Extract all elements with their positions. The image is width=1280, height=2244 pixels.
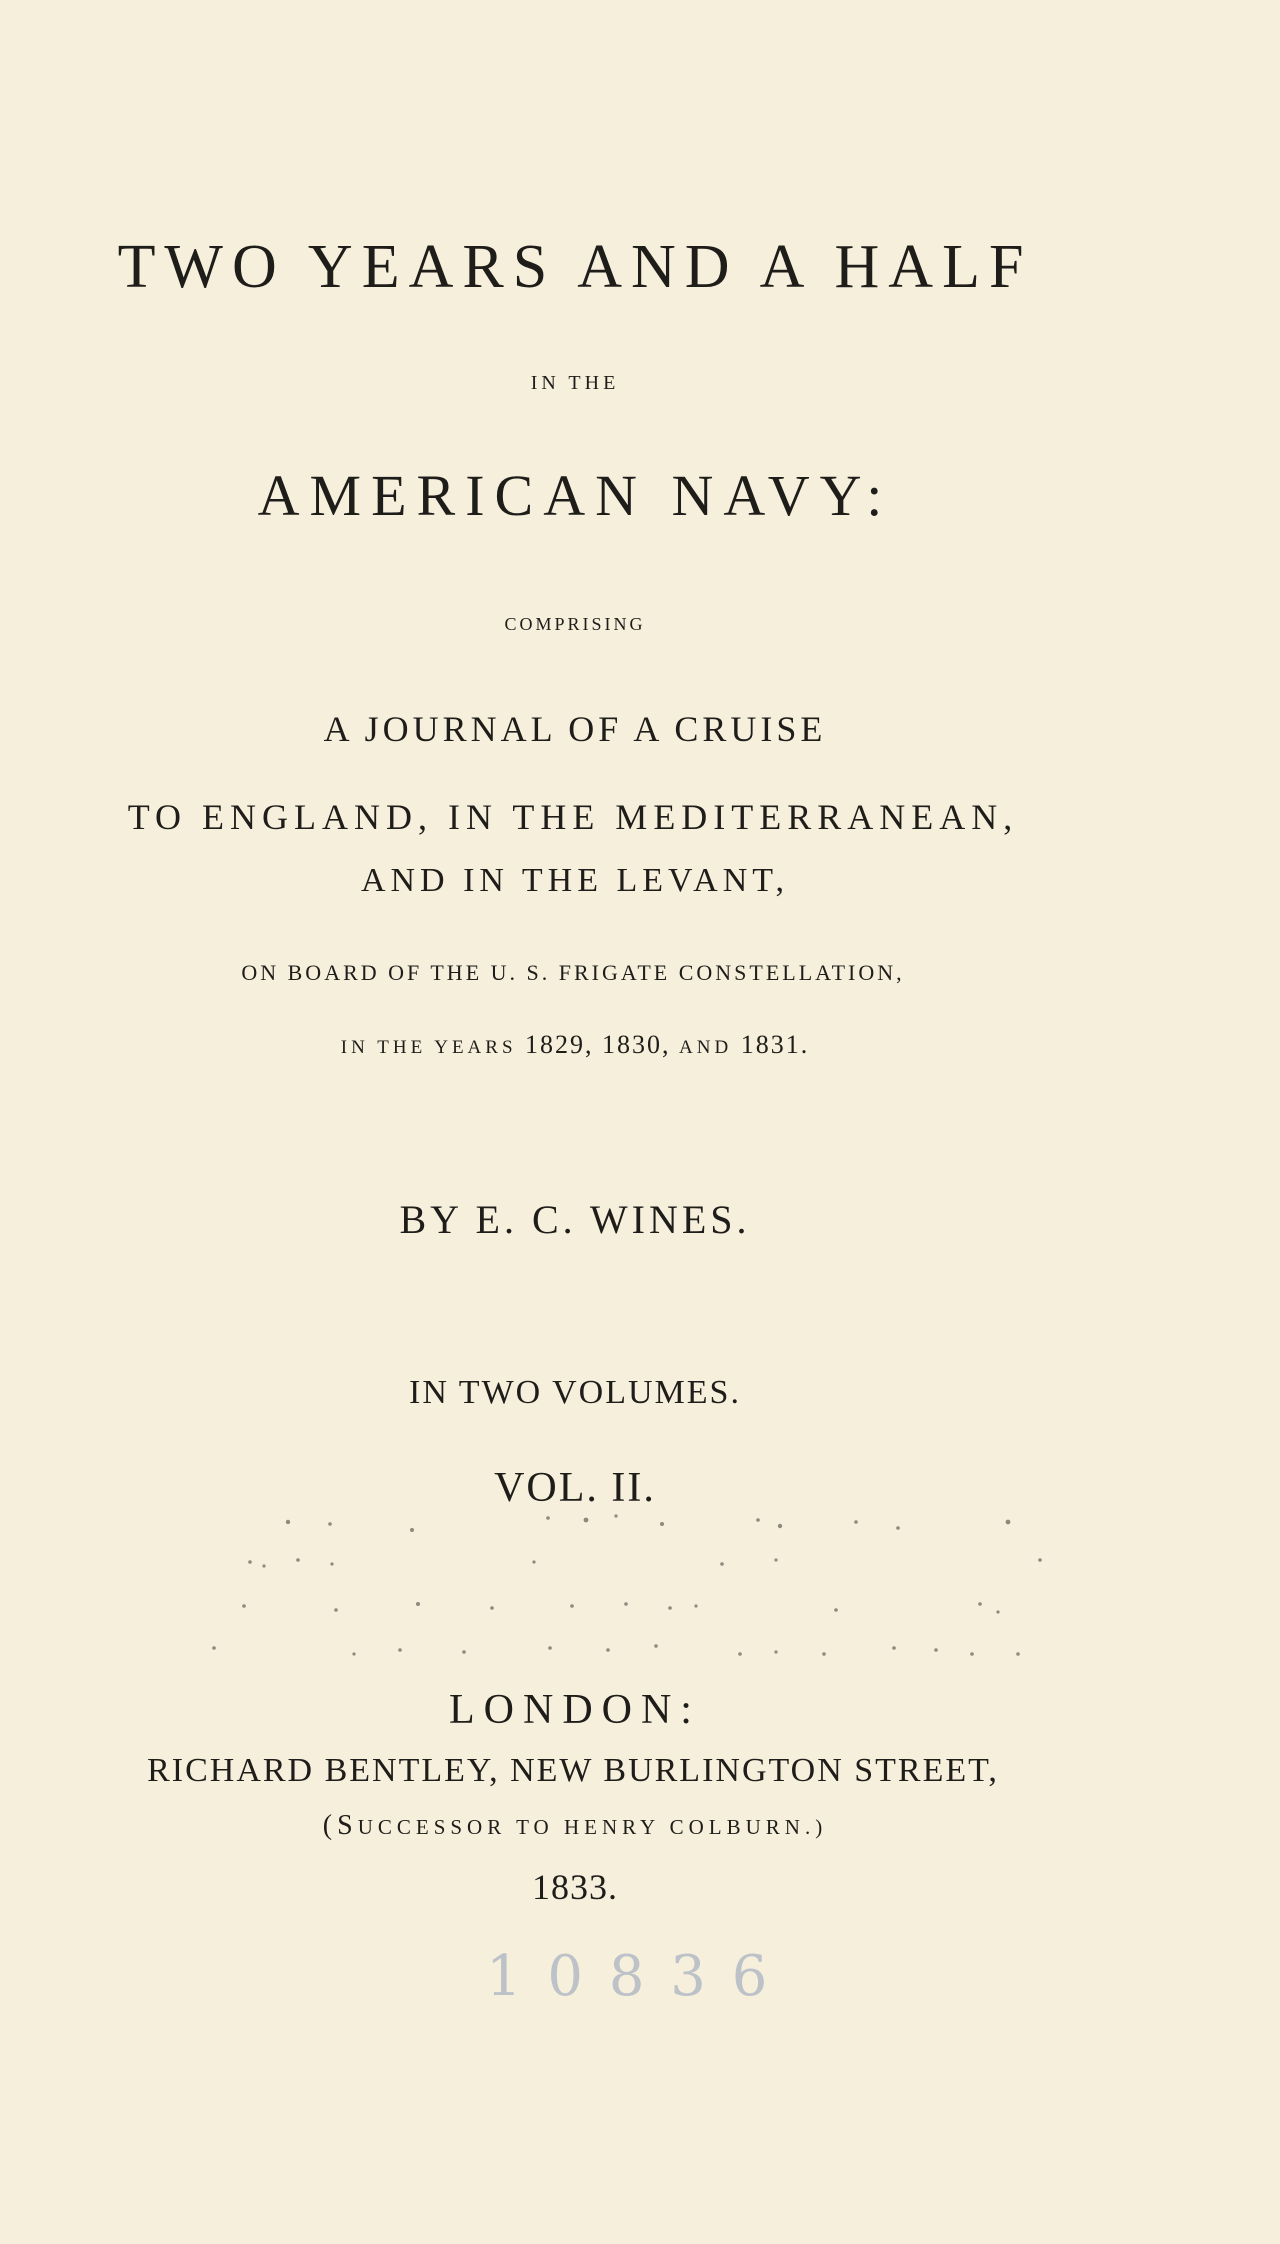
imprint-city: LONDON: <box>449 1687 701 1733</box>
imprint-year: 1833. <box>532 1867 618 1907</box>
years-prefix: IN THE YEARS <box>340 1037 517 1058</box>
subtitle-line-2: TO ENGLAND, IN THE MEDITERRANEAN, <box>127 797 1019 837</box>
imprint-successor <box>0 1810 1150 1842</box>
scan-speckle-decoration <box>180 1508 1080 1668</box>
years-and: AND <box>679 1037 733 1058</box>
subtitle-line-4: ON BOARD OF THE U. S. FRIGATE CONSTELLATION, <box>241 960 905 985</box>
library-stamp-number: 1 0 8 3 6 <box>486 1944 772 2009</box>
comprising-label: COMPRISING <box>504 614 646 634</box>
library-stamp <box>486 1944 786 2034</box>
subtitle-years <box>0 1030 1150 1060</box>
imprint-publisher: RICHARD BENTLEY, NEW BURLINGTON STREET, <box>147 1752 999 1789</box>
title-connector: IN THE <box>530 372 620 394</box>
subtitle-line-3: AND IN THE LEVANT, <box>360 862 790 899</box>
successor-open: (S <box>322 1810 358 1841</box>
author-line: BY E. C. WINES. <box>399 1197 751 1242</box>
volume-number: VOL. II. <box>494 1465 656 1511</box>
volumes-line: IN TWO VOLUMES. <box>409 1374 741 1411</box>
subtitle-line-1: A JOURNAL OF A CRUISE <box>323 709 827 749</box>
successor-rest: UCCESSOR TO HENRY COLBURN.) <box>357 1815 828 1839</box>
years-values: 1829, 1830, <box>525 1030 671 1059</box>
title-line-1: TWO YEARS AND A HALF <box>117 233 1033 301</box>
title-line-2: AMERICAN NAVY: <box>257 463 893 528</box>
years-last: 1831. <box>740 1030 810 1059</box>
